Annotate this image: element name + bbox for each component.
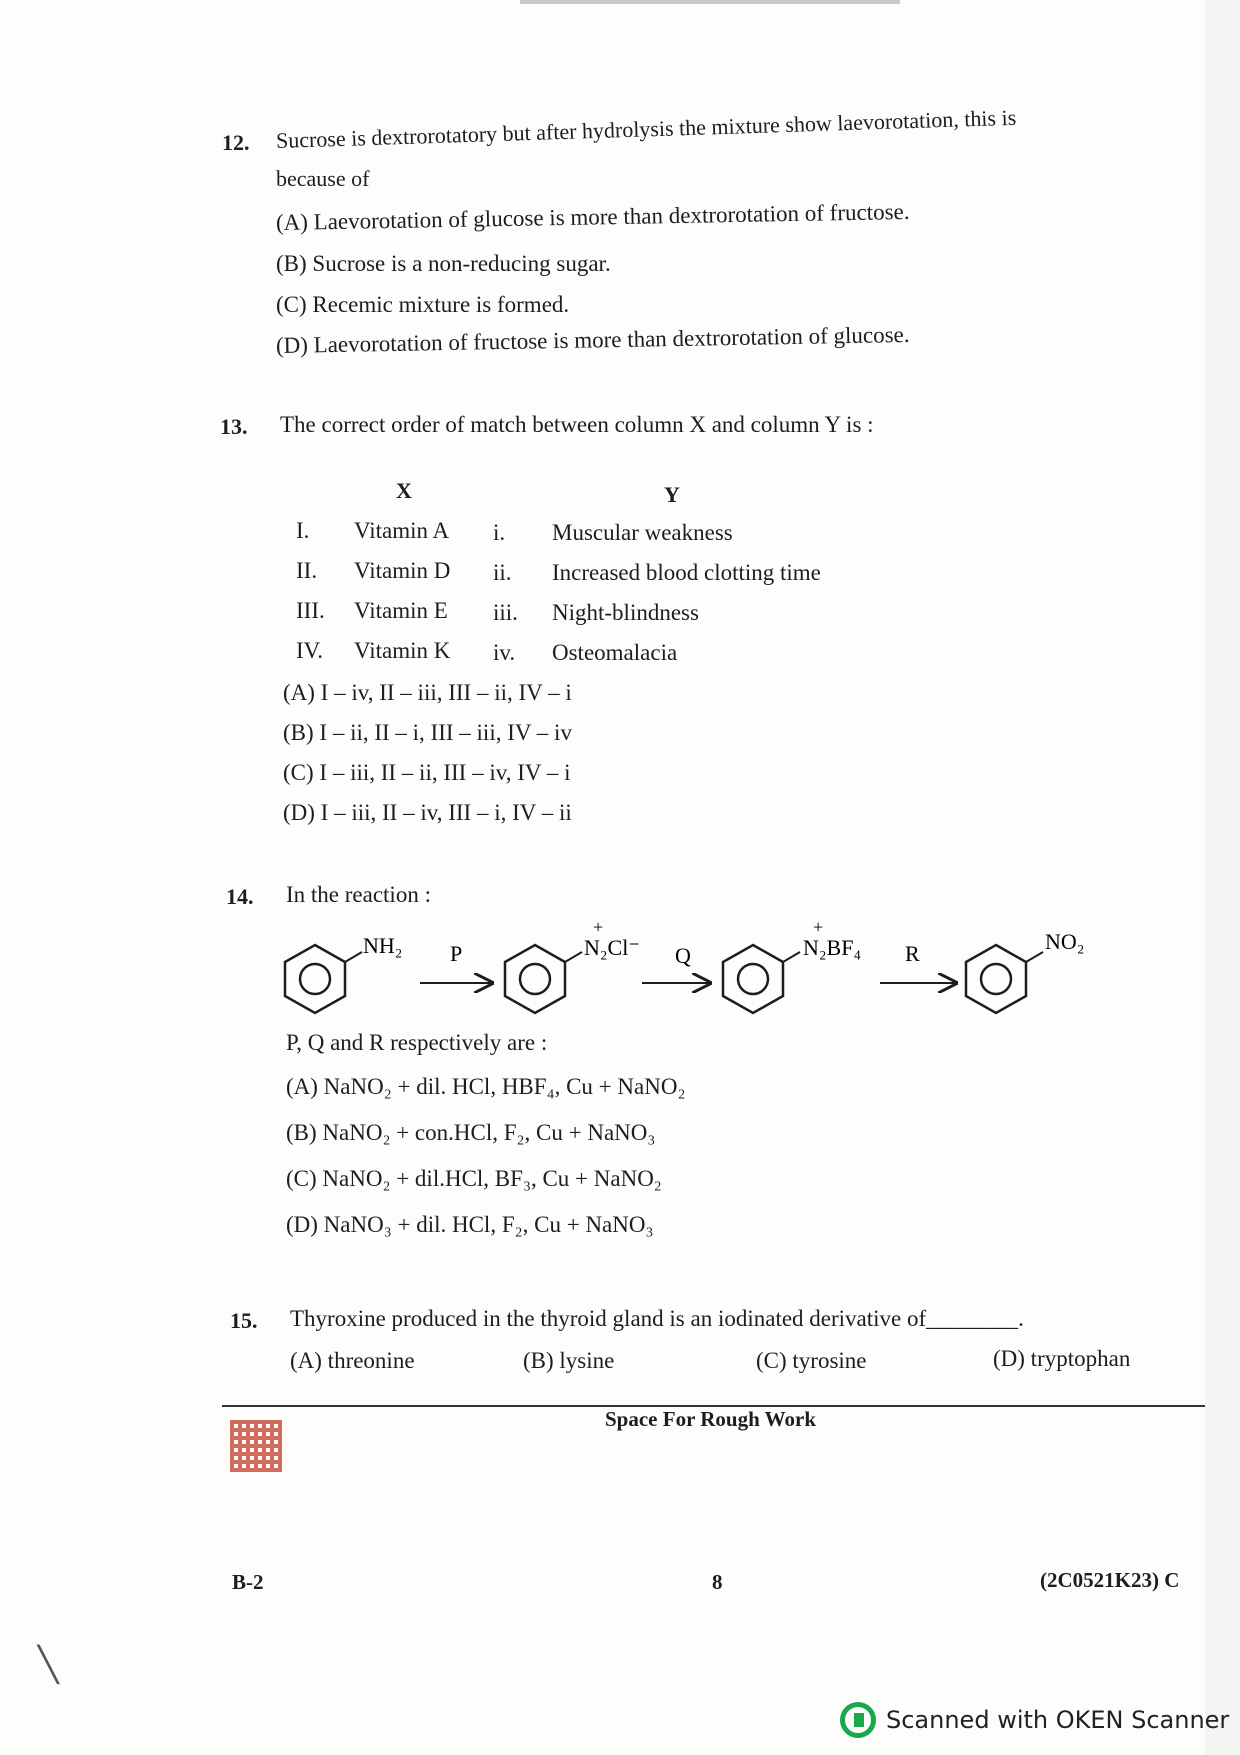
q12-option-d: (D) Laevorotation of fructose is more than dextrorotation of glucose.	[275, 321, 910, 358]
q12-option-b: (B) Sucrose is a non-reducing sugar.	[276, 251, 611, 276]
q13-option-a: (A) I – iv, II – iii, III – ii, IV – i	[283, 680, 572, 705]
q13-row-y-numeral: i.	[493, 520, 506, 545]
q12-number: 12.	[222, 130, 250, 155]
q13-stem: The correct order of match between column X and column Y is :	[280, 412, 874, 437]
aniline-substituent: NH₂	[363, 933, 403, 958]
q13-option-c: (C) I – iii, II – ii, III – iv, IV – i	[283, 760, 571, 785]
q13-row-y-numeral: iv.	[493, 640, 516, 665]
oken-scanner-logo-icon	[840, 1702, 876, 1738]
barcode-icon	[230, 1420, 282, 1472]
rough-work-label: Space For Rough Work	[605, 1407, 817, 1431]
q15-option-a: (A) threonine	[290, 1348, 415, 1373]
benzene-ring-4	[966, 945, 1043, 1013]
diazonium-fluoroborate: N₂BF₄	[803, 935, 862, 960]
benzene-ring-3	[723, 945, 800, 1013]
q13-row-roman: III.	[296, 598, 325, 623]
q14-option-d: (D) NaNO₃ + dil. HCl, F₂, Cu + NaNO₃	[286, 1212, 654, 1237]
benzene-ring-2	[505, 945, 582, 1013]
q13-row-x: Vitamin D	[354, 558, 451, 583]
q13-row-roman: IV.	[296, 638, 324, 663]
q14-option-a: (A) NaNO₂ + dil. HCl, HBF₄, Cu + NaNO₂	[286, 1074, 686, 1099]
q13-row-roman: II.	[296, 558, 318, 583]
q15-option-c: (C) tyrosine	[756, 1348, 867, 1373]
q14-option-c: (C) NaNO₂ + dil.HCl, BF₃, Cu + NaNO₂	[286, 1166, 662, 1191]
q13-row-y-numeral: ii.	[493, 560, 512, 585]
q13-number: 13.	[220, 414, 248, 439]
scanner-watermark	[840, 1702, 1229, 1738]
arrow-q-label: Q	[675, 943, 691, 968]
q12-stem-line2: because of	[276, 166, 370, 191]
q13-row-y: Increased blood clotting time	[552, 560, 821, 585]
q15-stem: Thyroxine produced in the thyroid gland is an iodinated derivative of________.	[290, 1306, 1024, 1331]
q14-prompt: P, Q and R respectively are :	[286, 1030, 548, 1055]
arrow-r-label: R	[905, 941, 920, 966]
q13-option-d: (D) I – iii, II – iv, III – i, IV – ii	[283, 800, 572, 825]
benzene-ring-1	[285, 945, 362, 1013]
q15-option-d: (D) tryptophan	[993, 1346, 1131, 1371]
q15-number: 15.	[230, 1308, 258, 1333]
q12-stem-line1: Sucrose is dextrorotatory but after hydrolysis the mixture show laevorotation, this is	[275, 104, 1017, 153]
q13-row-x: Vitamin A	[354, 518, 450, 543]
q14-option-b: (B) NaNO₂ + con.HCl, F₂, Cu + NaNO₃	[286, 1120, 656, 1145]
diazonium-chloride: N₂Cl⁻	[584, 935, 640, 960]
footer-page-number: 8	[712, 1570, 723, 1594]
arrow-p-label: P	[450, 941, 463, 966]
q13-col-y-header: Y	[664, 482, 680, 507]
q12-option-a: (A) Laevorotation of glucose is more than dextrorotation of fructose.	[275, 198, 910, 235]
scanner-label: Scanned with OKEN Scanner	[886, 1706, 1230, 1734]
q13-row-x: Vitamin E	[354, 598, 448, 623]
q13-col-x-header: X	[396, 478, 412, 503]
scan-top-edge	[520, 0, 900, 4]
diazonium-charge-2: +	[813, 917, 824, 937]
nitrobenzene-substituent: NO₂	[1045, 929, 1085, 954]
reaction-scheme	[270, 915, 1130, 1025]
q13-row-y: Night-blindness	[552, 600, 699, 625]
q13-row-y: Osteomalacia	[552, 640, 678, 665]
q15-option-b: (B) lysine	[523, 1348, 615, 1373]
diazonium-charge-1: +	[593, 917, 604, 937]
q14-number: 14.	[226, 884, 254, 909]
q13-row-y: Muscular weakness	[552, 520, 733, 545]
pen-mark-icon: ╲	[38, 1647, 59, 1684]
footer-booklet-code: B-2	[232, 1570, 264, 1594]
footer-paper-code: (2C0521K23) C	[1040, 1568, 1180, 1592]
q12-option-c: (C) Recemic mixture is formed.	[276, 292, 570, 317]
scan-edge	[1205, 0, 1240, 1755]
q13-row-y-numeral: iii.	[493, 600, 518, 625]
q13-row-roman: I.	[296, 518, 310, 543]
q13-option-b: (B) I – ii, II – i, III – iii, IV – iv	[283, 720, 572, 745]
q13-row-x: Vitamin K	[354, 638, 451, 663]
q14-stem: In the reaction :	[286, 882, 431, 907]
